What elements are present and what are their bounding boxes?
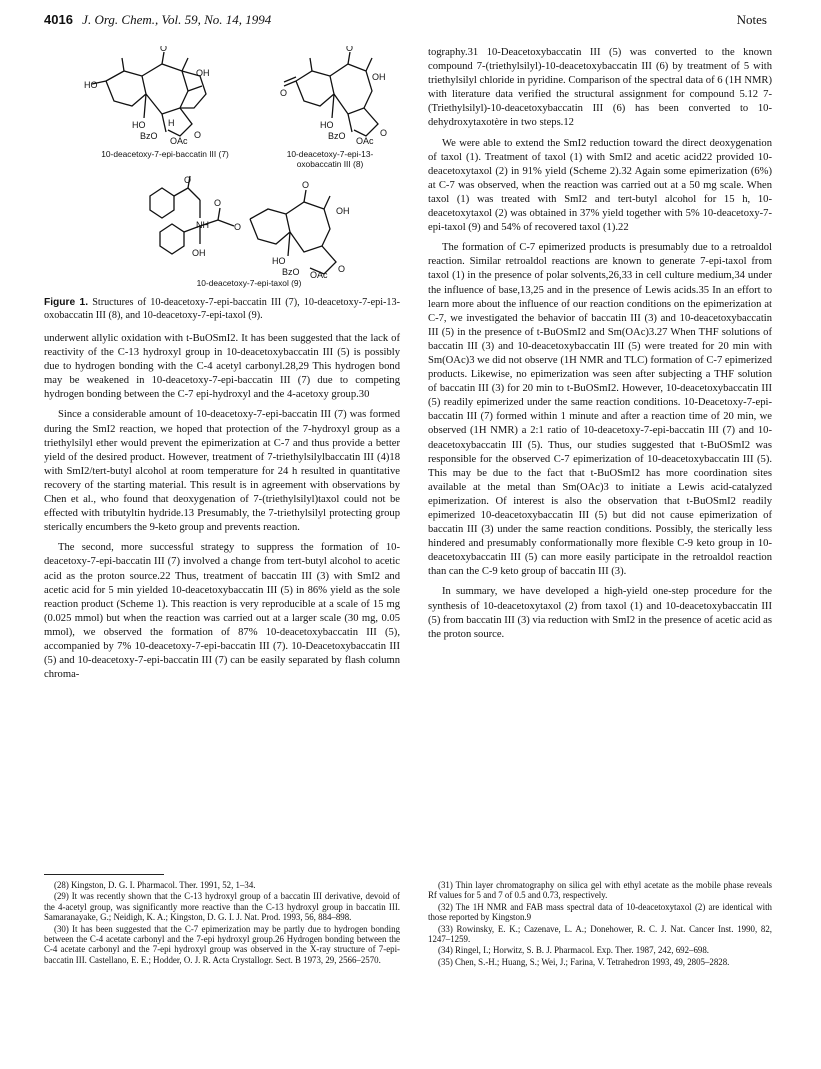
svg-text:O: O bbox=[302, 180, 310, 190]
svg-text:OAc: OAc bbox=[356, 136, 374, 146]
svg-text:O: O bbox=[160, 46, 168, 53]
caption-title: Figure 1. bbox=[44, 297, 89, 308]
svg-text:O: O bbox=[234, 222, 242, 232]
paragraph: In summary, we have developed a high-yield one-step procedure for the synthesis of 10-deacetoxytaxol (2) from taxol (1) and 10-deacetoxybaccatin III (5) from baccatin III (3) via reduction with SmI2 in the presence of acetic acid as the proton source. bbox=[428, 586, 772, 640]
footnotes-right bbox=[428, 880, 772, 968]
paragraph: Since a considerable amount of 10-deacetoxy-7-epi-baccatin III (7) was formed during the SmI2 reaction, we hoped that protection of the 7-hydroxyl group as a triethylsilyl ether would prevent the epimerization at C-7 and thus provide a better yield of the desired product. However, treatment of 7-triethylsilylbaccatin III (4)18 with SmI2/tert-butyl alcohol at room temperature for 24 h resulted in quantitative recovery of the starting material. This result is in agreement with observations by Chen et al., who found that deoxygenation of 7-(triethylsilyl)taxol could not be effected with tributyltin hydride.13 Presumably, the 7-triethylsilyl protecting group sterically encumbers the 9-keto group and prevents reaction. bbox=[44, 409, 400, 534]
structure-7-label: 10-deacetoxy-7-epi-baccatin III (7) bbox=[101, 149, 229, 159]
footnote: (30) It has been suggested that the C-7 epimerization may be partly due to hydrogen bonding between the C-4 acetate carbonyl and the 7-epi hydroxyl group.26 Hydrogen bonding between the C-4 acetate carbonyl and the 7-epi hydroxyl group was observed in the X-ray structure of 7-epi-baccatin III. Castellano, E. E.; Hodder, O. J. R. Acta Crystallogr. Sect. B 1973, 29, 2566–2570. bbox=[44, 923, 400, 965]
structure-8-drawing bbox=[280, 46, 400, 146]
svg-text:HO: HO bbox=[84, 80, 98, 90]
svg-text:O: O bbox=[280, 88, 288, 98]
paragraph: The formation of C-7 epimerized products is presumably due to a retroaldol reaction. Similar retroaldol reactions are known to generate 7-epi-taxol from taxol (1) in the presence of polar solvents,26,33 in cell culture medium,34 under the influence of base,13,25 and in the presence of Lewis acids.35 In an effort to learn more about the influence of our reaction conditions on the epimerization at C-7, we investigated the behavior of baccatin III (3) and 10-deacetoxybaccatin III (5) in the presence of t-BuOSmI2 and Sm(OAc)3.27 When THF solutions of baccatin III (3) and 10-deacetoxybaccatin III (5) were treated for 20 min with Sm(OAc)3 we did not observe (1H NMR and TLC) formation of C-7 epimerized products. Likewise, no epimerization was seen after subjecting a THF solution of baccatin III (3) for 20 min to t-BuOSmI2. However, 10-deacetoxybaccatin III (5) readily epimerized under the same reaction conditions. 10-Deacetoxy-7-epi-baccatin III (7) formed within 1 minute and after a reaction time of 20 min, we observed (1H NMR) a 2:1 ratio of 10-deacetoxy-7-epi-baccatin III (7) and 10-deacetoxybaccatin III (5). Thus, our studies suggested that t-BuOSmI2 was responsible for the observed C-7 epimerization of 10-deacetoxybaccatin III (5). This may be due to the fact that t-BuOSmI2 has more coordination sites available at the metal than Sm(OAc)3 to initiate a Lewis acid-catalyzed epimerization. Of interest is also the observation that t-BuOSmI2 readily epimerized 10-deacetoxybaccatin III (5) but did not cause epimerization of baccatin III (3) under the same reaction conditions. Possibly, the sterically less hindered and presumably conformationally more flexible C-9 keto group in 10-deacetoxybaccatin III (5) can more easily participate in the retroaldol reaction than can the C-9 keto group of baccatin III (3). bbox=[428, 242, 772, 578]
footnote: (29) It was recently shown that the C-13 hydroxyl group of a baccatin III derivative, devoid of the 4-acetyl group, was significantly more reactive than the C-13 hydroxyl group in baccatin III. Samaranayake, G.; Neidigh, K. A.; Kingston, D. G. I. J. Nat. Prod. 1993, 56, 884–898. bbox=[44, 891, 400, 923]
svg-text:OAc: OAc bbox=[310, 270, 328, 278]
structure-7-drawing bbox=[84, 46, 234, 146]
svg-text:O: O bbox=[214, 198, 222, 208]
journal-name: J. Org. Chem., Vol. 59, No. 14, 1994 bbox=[82, 12, 272, 27]
footnote: (32) The 1H NMR and FAB mass spectral data of 10-deacetoxytaxol (2) are identical with those reported by Kingston.9 bbox=[428, 901, 772, 923]
left-column bbox=[44, 46, 400, 688]
svg-text:NH: NH bbox=[196, 220, 209, 230]
right-column bbox=[428, 46, 772, 648]
svg-text:BzO: BzO bbox=[328, 131, 346, 141]
svg-text:HO: HO bbox=[272, 256, 286, 266]
svg-text:O: O bbox=[184, 175, 192, 185]
svg-text:OH: OH bbox=[372, 72, 386, 82]
svg-text:OH: OH bbox=[336, 206, 350, 216]
svg-text:OAc: OAc bbox=[170, 136, 188, 146]
page-number: 4016 bbox=[44, 12, 73, 27]
figure-caption bbox=[44, 296, 400, 322]
svg-text:HO: HO bbox=[132, 120, 146, 130]
svg-text:O: O bbox=[380, 128, 388, 138]
svg-text:OH: OH bbox=[196, 68, 210, 78]
svg-text:O: O bbox=[338, 264, 346, 274]
svg-text:O: O bbox=[194, 130, 202, 140]
paragraph: The second, more successful strategy to suppress the formation of 10-deacetoxy-7-epi-baccatin III (7) involved a change from tert-butyl alcohol to acetic acid as the proton source.22 Thus, treatment of baccatin III (3) with SmI2 and acetic acid for 5 min yielded 10-deacetoxybaccatin III (5) in 86% yield as the sole reaction product (Scheme 1). This reaction is very reproducible at a scale of 15 mg (0.025 mmol) but when the reaction was carried out at a larger scale (30 mg, 0.05 mmol), we observed the formation of 87% 10-deacetoxybaccatin III (5), accompanied by 7% 10-deacetoxy-7-epi-baccatin III (7). 10-Deacetoxybaccatin III (5) and 10-deacetoxy-7-epi-baccatin III (7) can be easily separated by flash column chroma- bbox=[44, 542, 400, 681]
paragraph: We were able to extend the SmI2 reduction toward the direct deoxygenation of taxol (1). Treatment of taxol (1) with SmI2 and acetic acid22 provided 10-deacetoxytaxol (2) in 91% yield (Scheme 2).32 Again some epimerization (6%) at C-7 was observed, when the reaction was carried out at a 50 mg scale. When taxol (1) was treated with SmI2 and tert-butyl alcohol for 15 h, 10-deacetoxytaxol (2) was obtained in 37% yield together with 5% 10-deacetoxy-7-epi-taxol (9) and 54% of recovered taxol (1).22 bbox=[428, 137, 772, 234]
journal-citation bbox=[44, 12, 271, 28]
svg-text:HO: HO bbox=[320, 120, 334, 130]
footnote: (34) Ringel, I.; Horwitz, S. B. J. Pharmacol. Exp. Ther. 1987, 242, 692–698. bbox=[438, 945, 709, 956]
caption-text: Structures of 10-deacetoxy-7-epi-baccatin III (7), 10-deacetoxy-7-epi-13-oxobaccatin III (8), and 10-deacetoxy-7-epi-taxol (9). bbox=[44, 297, 400, 321]
page-header bbox=[44, 12, 767, 30]
paragraph: underwent allylic oxidation with t-BuOSmI2. It has been suggested that the lack of reactivity of the C-13 hydroxyl group in 10-deacetoxybaccatin III (5) is possibly due to hydrogen bonding with the C-4 acetyl carbonyl.28,29 This hydrogen bond may be weakened in 10-deacetoxy-7-epi-baccatin III (7) due to competing hydrogen bonding between the C-7 epi-hydroxyl and the 4-acetoxy group.30 bbox=[44, 333, 400, 401]
svg-text:OH: OH bbox=[192, 248, 206, 258]
svg-text:H: H bbox=[168, 118, 175, 128]
footnote: (35) Chen, S.-H.; Huang, S.; Wei, J.; Farina, V. Tetrahedron 1993, 49, 2805–2828. bbox=[438, 956, 730, 967]
structure-9-label: 10-deacetoxy-7-epi-taxol (9) bbox=[196, 278, 302, 288]
footnote: (31) Thin layer chromatography on silica gel with ethyl acetate as the mobile phase reveals Rf values for 5 and 7 of 0.5 and 0.73, respectively. bbox=[428, 880, 772, 901]
paragraph: tography.31 10-Deacetoxybaccatin III (5) was converted to the known compound 7-(triethylsilyl)-10-deacetoxybaccatin III (6) by treatment of 5 with triethylsilyl chloride in pyridine. Comparison of the spectral data of 6 (1H NMR) with literature data verified the structural assignment for compound 5.12 7-(Triethylsilyl)-10-deacetoxybaccatin III (6) has been converted to 10-dehydroxytaxotère in two steps.12 bbox=[428, 47, 772, 129]
footnote-rule-left bbox=[44, 874, 164, 875]
svg-text:BzO: BzO bbox=[282, 267, 300, 277]
footnote: (28) Kingston, D. G. I. Pharmacol. Ther. 1991, 52, 1–34. bbox=[54, 880, 256, 890]
footnotes-left bbox=[44, 880, 400, 966]
figure-1 bbox=[44, 46, 400, 290]
svg-text:O: O bbox=[346, 46, 354, 53]
structure-8-label: 10-deacetoxy-7-epi-13-oxobaccatin III (8) bbox=[286, 149, 374, 169]
structure-9-drawing bbox=[138, 174, 358, 278]
footnote: (33) Rowinsky, E. K.; Cazenave, L. A.; Donehower, R. C. J. Nat. Cancer Inst. 1990, 82, 1247–1259. bbox=[428, 923, 772, 945]
section-label: Notes bbox=[736, 12, 767, 27]
svg-text:BzO: BzO bbox=[140, 131, 158, 141]
